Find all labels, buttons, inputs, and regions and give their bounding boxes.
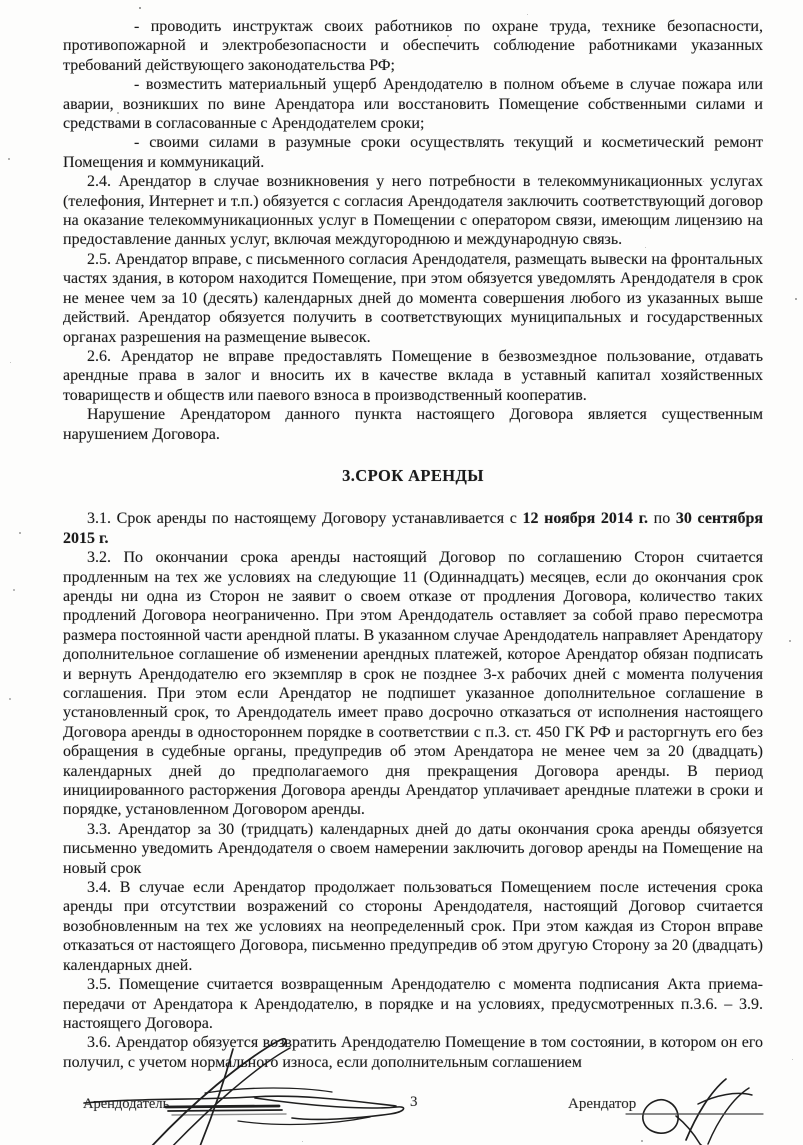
clause-2-6: 2.6. Арендатор не вправе предоставлять Помещение в безвозмездное пользование, отдавать арендные права в залог и вносить их в качестве вклада в уставный капитал хозяйственных товариществ и обществ или паевого взноса в производственный кооператив. xyxy=(63,347,763,404)
obligation-bullet-2: - возместить материальный ущерб Арендодателю в полном объеме в случае пожара или аварии, возникших по вине Арендатора или восстановить Помещение собственными силами и средствами в согласованные с Арендодателем сроки; xyxy=(63,76,763,133)
clause-2-5: 2.5. Арендатор вправе, с письменного согласия Арендодателя, размещать вывески на фронтальных частях здания, в котором находится Помещение, при этом обязуется уведомлять Арендодателя в срок не менее чем за 10 (десять) календарных дней до момента совершения любого из указанных выше действий. Арендатор обязуется получить в соответствующих муниципальных и государственных органах разрешения на размещение вывесок. xyxy=(63,250,763,346)
contract-body xyxy=(63,17,763,1072)
clause-3-5: 3.5. Помещение считается возвращенным Арендодателю с момента подписания Акта приема-передачи от Арендатора к Арендодателю, в порядке и на условиях, предусмотренных п.3.6. – 3.9. настоящего Договора. xyxy=(63,976,763,1032)
violation-note: Нарушение Арендатором данного пункта настоящего Договора является существенным нарушением Договора. xyxy=(63,406,763,443)
clause-3-6: 3.6. Арендатор обязуется возвратить Арендодателю Помещение в том состоянии, в котором он его получил, с учетом нормального износа, если дополнительным соглашением xyxy=(63,1034,763,1071)
obligation-bullet-3: - своими силами в разумные сроки осуществлять текущий и косметический ремонт Помещения и коммуникаций. xyxy=(63,134,763,171)
clause-2-4: 2.4. Арендатор в случае возникновения у него потребности в телекоммуникационных услугах (телефония, Интернет и т.п.) обязуется с согласия Арендодателя заключить соответствующий договор на оказание телекоммуникационных услуг в Помещении с оператором связи, имеющим лицензию на предоставление данных услуг, включая междугороднюю и международную связь. xyxy=(63,173,763,249)
clause-3-3: 3.3. Арендатор за 30 (тридцать) календарных дней до даты окончания срока аренды обязуется письменно уведомить Арендодателя о своем намерении заключить договор аренды на Помещение на новый срок xyxy=(63,820,763,877)
obligation-bullet-1: - проводить инструктаж своих работников по охране труда, технике безопасности, противопожарной и электробезопасности и обеспечить соблюдение работниками указанных требований действующего законодательства РФ; xyxy=(63,18,763,74)
tenant-signature-label: Арендатор xyxy=(568,1096,637,1112)
clause-3-2: 3.2. По окончании срока аренды настоящий Договор по соглашению Сторон считается продленным на тех же условиях на следующие 11 (Одиннадцать) месяцев, если до окончания срок аренды ни одна из Сторон не заявит о своем отказе от продления Договора, количество таких продлений Договора неограниченно. При этом Арендодатель оставляет за собой право пересмотра размера постоянной части арендной платы. В указанном случае Арендодатель направляет Арендатору дополнительное соглашение об изменении арендных платежей, которое Арендатор обязан подписать и вернуть Арендодателю его экземпляр в срок не позднее 3-х рабочих дней с момента получения соглашения. При этом если Арендатор не подпишет указанное дополнительное соглашение в установленный срок, то Арендодатель имеет право досрочно отказаться от исполнения настоящего Договора аренды в одностороннем порядке в соответствии с п.3. ст. 450 ГК РФ и расторгнуть его без обращения в судебные органы, предупредив об этом Арендатора не менее чем за 20 (двадцать) календарных дней до предполагаемого дня прекращения Договора аренды. В период инициированного расторжения Договора аренды Арендатор уплачивает арендные платежи в сроки и порядке, установленном Договором аренды. xyxy=(63,549,763,819)
tenant-signature-scribble xyxy=(626,1079,763,1145)
page-number: 3 xyxy=(410,1094,418,1110)
landlord-signature-label: Арендодатель xyxy=(83,1096,170,1112)
clause-3-1: 3.1. Срок аренды по настоящему Договору устанавливается с 12 ноября 2014 г. по 30 сентября 2015 г. xyxy=(63,510,764,547)
clause-3-4: 3.4. В случае если Арендатор продолжает пользоваться Помещением после истечения срока аренды при отсутствии возражений со стороны Арендодателя, настоящий Договор считается возобновленным на тех же условиях на неопределенный срок. При этом каждая из Сторон вправе отказаться от настоящего Договора, письменно предупредив об этом другую Сторону за 20 (двадцать) календарных дней. xyxy=(63,879,763,974)
section-3-heading: 3.СРОК АРЕНДЫ xyxy=(342,465,484,485)
